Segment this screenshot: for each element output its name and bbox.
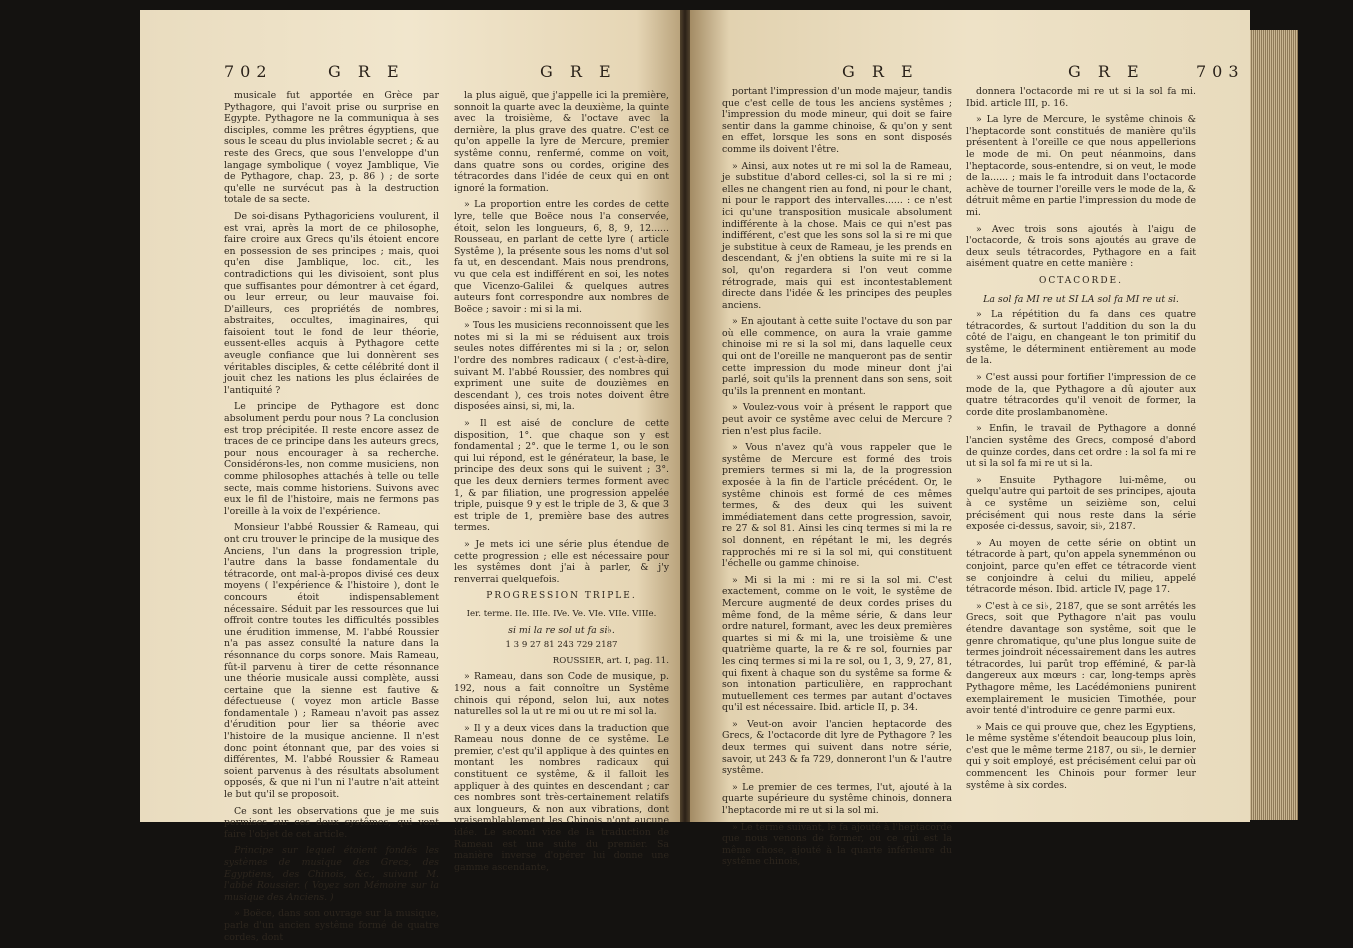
right-column-2 — [966, 86, 1196, 796]
paragraph: » Ainsi, aux notes ut re mi sol la de Rameau, je substitue d'abord celles-ci, sol la si re mi ; elles ne changent rien au fond, ni pour le chant, ni pour le rapport des intervalles...... : ce n'est ici qu'une transposition musicale absolument indifférente à la chose. Mais ce qui n'est pas indifférent, c'est que les sons sol la si re mi que je substitue à ceux de Rameau, je les prends en descendant, & j'en obtiens la suite mi re si la sol, qu'on regardera si l'on veut comme rétrograde, mais qui est incontestablement directe dans l'idée & les principes des peuples anciens. — [722, 160, 952, 311]
paragraph: » Le premier de ces termes, l'ut, ajouté à la quarte supérieure du systême chinois, donnera l'heptacorde mi re ut si la sol mi. — [722, 781, 952, 817]
paragraph: donnera l'octacorde mi re ut si la sol fa mi. Ibid. article III, p. 16. — [966, 86, 1196, 109]
progression-terms: Ier. terme. IIe. IIIe. IVe. Ve. VIe. VIIe. VIIIe. — [466, 608, 657, 619]
paragraph: » La proportion entre les cordes de cette lyre, telle que Boëce nous l'a conservée, étoit, selon les longueurs, 6, 8, 9, 12...... Rousseau, en parlant de cette lyre ( article Systême ), la présente sous les noms d'ut sol fa ut, en descendant. Mais nous prendrons, vu que cela est indifférent en soi, les notes que Vicenzo-Galilei & quelques autres auteurs font correspondre aux nombres de Boëce ; savoir : mi si la mi. — [454, 199, 669, 315]
paragraph: » Avec trois sons ajoutés à l'aigu de l'octacorde, & trois sons ajoutés au grave de deux seuls tétracordes, Pythagore en a fait aisément quatre en cette manière : — [966, 223, 1196, 270]
paragraph: » Il y a deux vices dans la traduction que Rameau nous donne de ce systême. Le premier, c'est qu'il applique à des quintes en montant les nombres radicaux qui constituent ce systême, & il falloit les appliquer à des quintes en descendant ; car ces nombres sont très-certainement relatifs aux longueurs, & non aux vibrations, dont vraisemblablement les Chinois n'ont aucune idée. Le second vice de la traduction de Rameau est une suite du premier. Sa manière inverse d'opérer lui donne une gamme ascendante, — [454, 722, 669, 873]
paragraph: musicale fut apportée en Grèce par Pythagore, qui l'avoit prise ou surprise en Egypte. Pythagore ne la communiqua à ses disciples, comme les prêtres égyptiens, que sous le sceau du plus inviolable secret ; & au reste des Grecs, que sous l'enveloppe d'un langage symbolique ( voyez Jamblique, Vie de Pythagore, chap. 23, p. 86 ) ; de sorte qu'elle ne survécut pas à la destruction totale de sa secte. — [224, 90, 439, 206]
paragraph: Le principe de Pythagore est donc absolument perdu pour nous ? La conclusion est trop précipitée. Il reste encore assez de traces de ce principe dans les auteurs grecs, pour nous encourager à sa recherche. Considérons-les, non comme musiciens, non comme philosophes attachés à telle ou telle secte, mais comme historiens. Suivons avec eux le fil de l'histoire, mais ne fermons pas l'oreille à la voix de l'expérience. — [224, 401, 439, 517]
progression-source: ROUSSIER, art. I, pag. 11. — [552, 655, 669, 666]
octacorde-title: OCTACORDE. — [1039, 275, 1123, 286]
paragraph: » C'est aussi pour fortifier l'impression de ce mode de la, que Pythagore a dû ajouter aux quatre tétracordes qu'il venoit de former, la corde dite proslambanomène. — [966, 372, 1196, 418]
paragraph: » En ajoutant à cette suite l'octave du son par où elle commence, on aura la vraie gamme chinoise mi re si la sol mi, dans laquelle ceux qui ont de l'oreille ne manqueront pas de sentir cette impression du mode mineur dont j'ai parlé, soit qu'ils la prennent dans son sens, soit qu'ils la prennent en montant. — [722, 316, 952, 397]
right-column-1 — [722, 86, 952, 873]
paragraph: » Vous n'avez qu'à vous rappeler que le systême de Mercure est formé des trois premiers termes si mi la, de la progression exposée à la fin de l'article précédent. Or, le systême chinois est formé de ces mêmes termes, & des deux qui les suivent immédiatement dans cette progression, savoir, re 27 & sol 81. Ainsi les cinq termes si mi la re sol donnent, en répétant le mi, les degrés rapprochés mi re si la sol mi, qui constituent l'échelle ou gamme chinoise. — [722, 442, 952, 570]
paragraph: » Tous les musiciens reconnoissent que les notes mi si la mi se réduisent aux trois seules notes différentes mi si la ; or, selon l'ordre des nombres radicaux ( c'est-à-dire, suivant M. l'abbé Roussier, des nombres qui expriment une suite de douzièmes en descendant ), ces trois notes doivent être disposées ainsi, si, mi, la. — [454, 320, 669, 413]
paragraph: la plus aiguë, que j'appelle ici la première, sonnoit la quarte avec la deuxième, la quinte avec la troisième, & l'octave avec la dernière, la plus grave des quatre. C'est ce qu'on appelle la lyre de Mercure, premier systême connu, renfermé, comme on voit, dans quatre sons ou cordes, origine des tétracordes dans l'idée de ceux qui en ont ignoré la formation. — [454, 90, 669, 194]
running-head-right-col1: G R E — [842, 62, 919, 81]
paragraph: » Voulez-vous voir à présent le rapport que peut avoir ce systême avec celui de Mercure ? rien n'est plus facile. — [722, 402, 952, 437]
paragraph: Monsieur l'abbé Roussier & Rameau, qui ont cru trouver le principe de la musique des Anciens, l'un dans la progression triple, l'autre dans la basse fondamentale du tétracorde, ont mal-à-propos divisé ces deux moyens ( l'expérience & l'histoire ), dont le concours étoit indispensablement nécessaire. Séduit par les ressources que lui offroit contre toutes les difficultés possibles une érudition immense, M. l'abbé Roussier n'a pas assez consulté la nature dans la résonnance du corps sonore. Mais Rameau, fût-il parvenu à tirer de cette résonnance une théorie musicale aussi complète, aussi certaine que la sienne est fautive & défectueuse ( voyez mon article Basse fondamentale ) ; Rameau n'avoit pas assez d'érudition pour lier sa théorie avec l'histoire de la musique ancienne. Il n'est donc point étonnant que, par des voies si différentes, M. l'abbé Roussier & Rameau soient parvenus à des résultats absolument opposés, & que ni l'un ni l'autre n'ait atteint le but qu'il se proposoit. — [224, 522, 440, 801]
paragraph: » C'est à ce si♭, 2187, que se sont arrêtés les Grecs, soit que Pythagore n'ait pas voulu étendre davantage son systême, soit que le genre chromatique, qu'une plus longue suite de termes joindroit nécessairement dans les autres tétracordes, lui parût trop efféminé, & par-là dangereux aux mœurs : car, long-temps après Pythagore même, les Lacédémoniens punirent exemplairement le musicien Timothée, pour avoir tenté d'introduire ce genre parmi eux. — [966, 600, 1196, 717]
running-head-right: G R E — [1068, 62, 1145, 81]
running-head-left: G R E — [328, 62, 405, 81]
page-number-left: 702 — [224, 62, 273, 81]
paragraph: portant l'impression d'un mode majeur, tandis que c'est celle de tous les anciens systêmes ; l'impression du mode mineur, qui doit se faire sentir dans la gamme chinoise, & qu'on y sent en effet, lorsque les sons en sont disposés comme ils doivent l'être. — [722, 86, 952, 155]
octacorde-formula: La sol fa MI re ut SI LA sol fa MI re ut si. — [983, 293, 1179, 305]
paragraph: » La lyre de Mercure, le systême chinois & l'heptacorde sont constitués de manière qu'ils présentent à l'oreille ce que nous appellerions le mode de mi. On peut néanmoins, dans l'heptacorde, sous-entendre, si on veut, le mode de la...... ; mais le fa introduit dans l'octacorde achève de tourner l'oreille vers le mode de la, & détruit même en partie l'impression du mode de mi. — [966, 114, 1196, 218]
paragraph: » Mi si la mi : mi re si la sol mi. C'est exactement, comme on le voit, le systême de Mercure augmenté de deux cordes prises du même fond, de la même série, & dans leur ordre naturel, formant, avec les deux premières quartes si mi & mi la, une troisième & une quatrième quarte, la re & re sol, fournies par les cinq termes si mi la re sol, ou 1, 3, 9, 27, 81, qui fixent à chaque son du systême sa forme & son intonation particulière, en rapprochant mutuellement ces termes par autant d'octaves qu'il est nécessaire. Ibid. article II, p. 34. — [722, 574, 952, 714]
paragraph: » Au moyen de cette série on obtint un tétracorde à part, qu'on appela synemménon ou conjoint, parce qu'en effet ce tétracorde vient se conjoindre à celui du milieu, appelé tétracorde méson. Ibid. article IV, page 17. — [966, 537, 1196, 596]
paragraph: » Mais ce qui prouve que, chez les Egyptiens, le même systême s'étendoit beaucoup plus loin, c'est que le même terme 2187, ou si♭, le dernier qui y soit employé, est précisément celui par où commencent les Chinois pour former leur systême à six cordes. — [966, 721, 1196, 791]
paragraph: » Ensuite Pythagore lui-même, ou quelqu'autre qui partoit de ses principes, ajouta à ce systême un seizième son, celui précisément qui nous reste dans la série exposée ci-dessus, savoir, si♭, 2187. — [966, 474, 1196, 533]
page-edges — [1250, 30, 1298, 820]
progression-notes: si mi la re sol ut fa si♭. — [508, 624, 615, 636]
left-column-2 — [454, 90, 669, 878]
paragraph: » Boëce, dans son ouvrage sur la musique, parle d'un ancien systême formé de quatre cordes, dont — [224, 908, 439, 943]
left-column-1 — [224, 90, 439, 948]
paragraph: » La répétition du fa dans ces quatre tétracordes, & surtout l'addition du son la du côté de l'aigu, en changeant le ton primitif du systême, le déterminent entièrement au mode de la. — [966, 309, 1196, 367]
paragraph: De soi-disans Pythagoriciens voulurent, il est vrai, après la mort de ce philosophe, faire croire aux Grecs qu'ils étoient encore en possession de ses principes ; mais, quoi qu'en dise Jamblique, loc. cit., les contradictions qui les divisoient, sont plus que suffisantes pour démontrer à cet égard, ou leur erreur, ou leur mauvaise foi. D'ailleurs, ces propriétés de nombres, abstraites, occultes, imaginaires, qui faisoient tout le fond de leur théorie, eussent-elles acquis à Pythagore cette aveugle confiance que lui donnèrent ses véritables disciples, & cette célébrité dont il jouit chez les nations les plus éclairées de l'antiquité ? — [224, 210, 439, 396]
paragraph: » Je mets ici une série plus étendue de cette progression ; elle est nécessaire pour les systêmes dont j'ai à parler, & j'y renverrai quelquefois. — [454, 538, 669, 585]
running-head-left-col2: G R E — [540, 62, 617, 81]
left-page — [140, 10, 680, 943]
right-page — [690, 10, 1250, 868]
paragraph: » Enfin, le travail de Pythagore a donné l'ancien systême des Grecs, composé d'abord de quinze cordes, dans cet ordre : la sol fa mi re ut si la sol fa mi re ut si la. — [966, 423, 1196, 470]
progression-numbers: 1 3 9 27 81 243 729 2187 — [505, 640, 618, 651]
paragraph: Ce sont les observations que je me suis permises sur ces deux systêmes, qui vont faire l'objet de cet article. — [224, 805, 439, 840]
paragraph: » Veut-on avoir l'ancien heptacorde des Grecs, & l'octacorde dit lyre de Pythagore ? les deux termes qui suivent dans notre série, savoir, ut 243 & fa 729, donneront l'un & l'autre systême. — [722, 718, 952, 777]
paragraph: » Rameau, dans son Code de musique, p. 192, nous a fait connoître un Systême chinois qui répond, selon lui, aux notes naturelles sol la ut re mi ou ut re mi sol la. — [454, 671, 669, 718]
section-heading: Principe sur lequel étoient fondés les systèmes de musique des Grecs, des Egyptiens, des Chinois, &c., suivant M. l'abbé Roussier. ( Voyez son Mémoire sur la musique des Anciens. ) — [224, 845, 439, 903]
progression-title: PROGRESSION TRIPLE. — [486, 591, 637, 602]
paragraph: » Le terme suivant, le fa ajouté à l'heptacorde que nous venons de former, ou ce qui est la même chose, ajouté à la quarte inférieure du systême chinois, — [722, 821, 952, 868]
page-number-right: 703 — [1196, 62, 1245, 81]
paragraph: » Il est aisé de conclure de cette disposition, 1°. que chaque son y est fondamental ; 2°. que le terme 1, ou le son qui lui répond, est le générateur, la base, le principe des deux sons qui le suivent ; 3°. que les deux derniers termes forment avec 1, & par filiation, une progression appelée triple, puisque 9 y est le triple de 3, & que 3 est triple de 1, première base des autres termes. — [454, 418, 669, 534]
